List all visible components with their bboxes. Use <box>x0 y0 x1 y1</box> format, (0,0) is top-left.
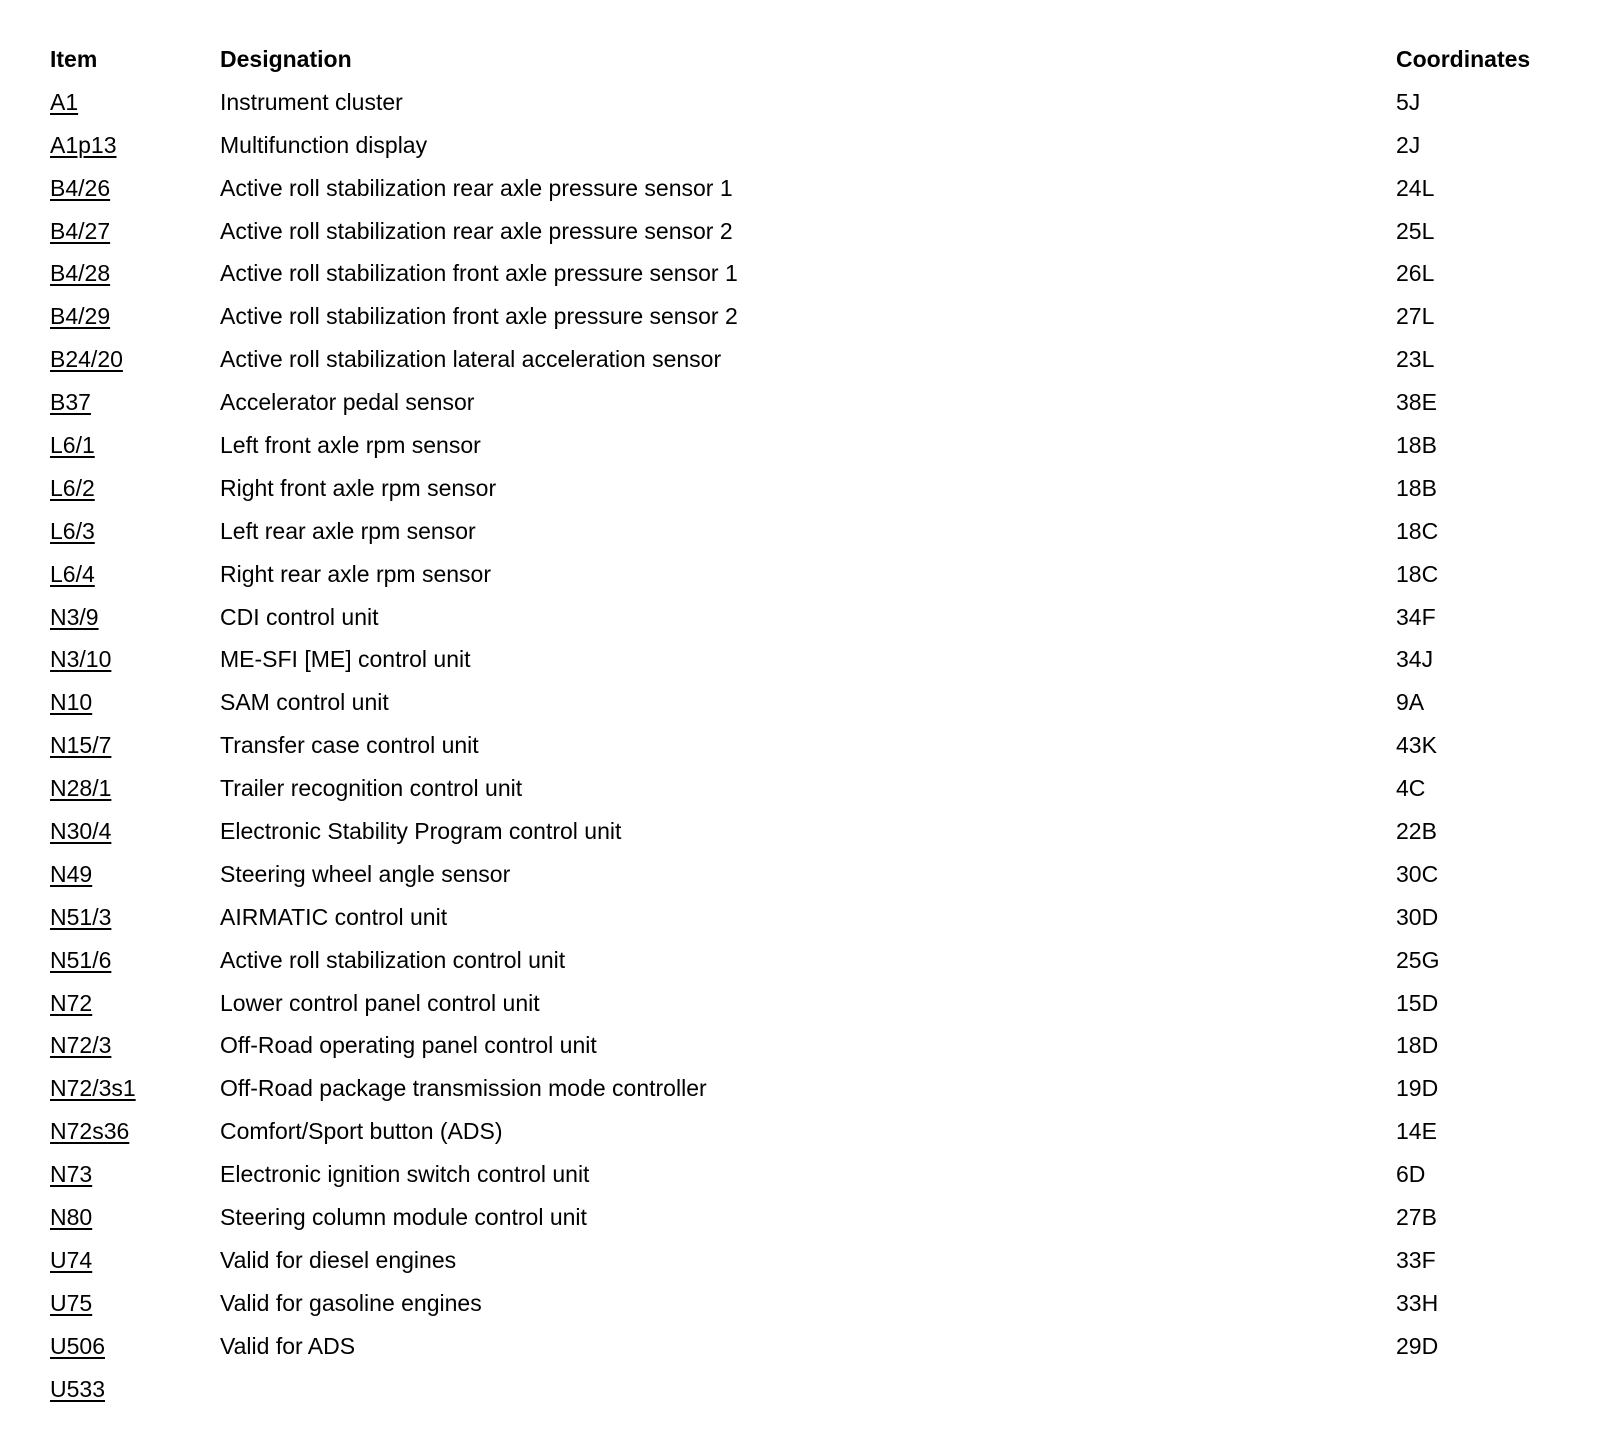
coordinates-cell: 27L <box>1396 303 1435 330</box>
item-link[interactable]: U75 <box>50 1289 93 1316</box>
item-link[interactable]: U533 <box>50 1375 105 1402</box>
item-link[interactable]: U74 <box>50 1246 93 1273</box>
designation-cell: ME-SFI [ME] control unit <box>220 646 471 673</box>
item-link[interactable]: N15/7 <box>50 732 112 759</box>
header-item: Item <box>50 46 98 72</box>
component-legend-table <box>50 38 1570 1411</box>
designation-cell: Right front axle rpm sensor <box>220 474 497 501</box>
coordinates-cell: 33H <box>1396 1289 1439 1316</box>
table-row <box>50 1239 1570 1282</box>
coordinates-cell: 23L <box>1396 346 1435 373</box>
designation-cell: Active roll stabilization rear axle pressure sensor 2 <box>220 217 733 244</box>
item-link[interactable]: L6/2 <box>50 474 95 501</box>
table-row <box>50 939 1570 982</box>
coordinates-cell: 18D <box>1396 1032 1439 1059</box>
coordinates-cell: 6D <box>1396 1161 1426 1188</box>
item-link[interactable]: N51/3 <box>50 903 112 930</box>
table-row <box>50 81 1570 124</box>
table-row <box>50 767 1570 810</box>
item-link[interactable]: N49 <box>50 860 93 887</box>
designation-cell: Electronic Stability Program control unit <box>220 818 622 845</box>
coordinates-cell: 27B <box>1396 1204 1437 1231</box>
item-link[interactable]: B24/20 <box>50 346 123 373</box>
coordinates-cell: 18C <box>1396 517 1439 544</box>
table-row <box>50 896 1570 939</box>
designation-cell: Valid for gasoline engines <box>220 1289 482 1316</box>
table-row <box>50 681 1570 724</box>
table-row <box>50 596 1570 639</box>
item-link[interactable]: L6/3 <box>50 517 95 544</box>
item-link[interactable]: U506 <box>50 1332 105 1359</box>
designation-cell: Off-Road package transmission mode controller <box>220 1075 707 1102</box>
item-link[interactable]: N30/4 <box>50 818 112 845</box>
coordinates-cell: 19D <box>1396 1075 1439 1102</box>
item-link[interactable]: N3/10 <box>50 646 112 673</box>
item-link[interactable]: N72s36 <box>50 1118 130 1145</box>
coordinates-cell: 14E <box>1396 1118 1437 1145</box>
item-link[interactable]: B4/29 <box>50 303 111 330</box>
coordinates-cell: 34F <box>1396 603 1436 630</box>
table-row <box>50 252 1570 295</box>
table-row <box>50 124 1570 167</box>
coordinates-cell: 9A <box>1396 689 1425 716</box>
table-row <box>50 1024 1570 1067</box>
table-row <box>50 1153 1570 1196</box>
coordinates-cell: 22B <box>1396 818 1437 845</box>
item-link[interactable]: A1 <box>50 88 79 115</box>
table-row <box>50 638 1570 681</box>
table-row <box>50 1110 1570 1153</box>
designation-cell: Left rear axle rpm sensor <box>220 517 476 544</box>
item-link[interactable]: B4/27 <box>50 217 111 244</box>
item-link[interactable]: B37 <box>50 389 91 416</box>
item-link[interactable]: N80 <box>50 1204 93 1231</box>
item-link[interactable]: L6/1 <box>50 432 95 459</box>
table-header <box>50 38 1570 81</box>
item-link[interactable]: N10 <box>50 689 93 716</box>
designation-cell: Active roll stabilization rear axle pressure sensor 1 <box>220 174 733 201</box>
item-link[interactable]: B4/28 <box>50 260 111 287</box>
designation-cell: Active roll stabilization front axle pressure sensor 1 <box>220 260 738 287</box>
table-row <box>50 724 1570 767</box>
designation-cell: Steering column module control unit <box>220 1204 587 1231</box>
table-row <box>50 424 1570 467</box>
header-designation: Designation <box>220 46 352 72</box>
designation-cell: Steering wheel angle sensor <box>220 860 511 887</box>
item-link[interactable]: A1p13 <box>50 131 117 158</box>
designation-cell: Off-Road operating panel control unit <box>220 1032 597 1059</box>
designation-cell: Active roll stabilization lateral acceleration sensor <box>220 346 722 373</box>
item-link[interactable]: N3/9 <box>50 603 99 630</box>
designation-cell: SAM control unit <box>220 689 389 716</box>
table-row <box>50 810 1570 853</box>
item-link[interactable]: N72/3s1 <box>50 1075 136 1102</box>
table-row <box>50 167 1570 210</box>
coordinates-cell: 5J <box>1396 88 1421 115</box>
table-row <box>50 338 1570 381</box>
item-link[interactable]: N28/1 <box>50 775 112 802</box>
designation-cell: AIRMATIC control unit <box>220 903 448 930</box>
coordinates-cell: 29D <box>1396 1332 1439 1359</box>
table-row <box>50 1196 1570 1239</box>
designation-cell: Accelerator pedal sensor <box>220 389 475 416</box>
coordinates-cell: 30C <box>1396 860 1439 887</box>
coordinates-cell: 43K <box>1396 732 1437 759</box>
coordinates-cell: 34J <box>1396 646 1434 673</box>
table-row <box>50 1282 1570 1325</box>
designation-cell: CDI control unit <box>220 603 379 630</box>
designation-cell: Multifunction display <box>220 131 428 158</box>
coordinates-cell: 18B <box>1396 474 1437 501</box>
table-row <box>50 1067 1570 1110</box>
designation-cell: Left front axle rpm sensor <box>220 432 481 459</box>
designation-cell: Valid for diesel engines <box>220 1246 457 1273</box>
item-link[interactable]: N51/6 <box>50 946 112 973</box>
table-row <box>50 467 1570 510</box>
coordinates-cell: 18C <box>1396 560 1439 587</box>
table-body <box>50 81 1570 1411</box>
coordinates-cell: 15D <box>1396 989 1439 1016</box>
designation-cell: Active roll stabilization front axle pressure sensor 2 <box>220 303 738 330</box>
header-coordinates: Coordinates <box>1396 46 1531 72</box>
designation-cell: Comfort/Sport button (ADS) <box>220 1118 503 1145</box>
item-link[interactable]: N72/3 <box>50 1032 112 1059</box>
coordinates-cell: 2J <box>1396 131 1421 158</box>
item-link[interactable]: N72 <box>50 989 93 1016</box>
table-row <box>50 553 1570 596</box>
table-row <box>50 1368 1570 1411</box>
coordinates-cell: 30D <box>1396 903 1439 930</box>
designation-cell: Transfer case control unit <box>220 732 479 759</box>
designation-cell: Trailer recognition control unit <box>220 775 523 802</box>
designation-cell: Valid for ADS <box>220 1332 356 1359</box>
designation-cell: Electronic ignition switch control unit <box>220 1161 590 1188</box>
coordinates-cell: 25G <box>1396 946 1440 973</box>
designation-cell: Lower control panel control unit <box>220 989 540 1016</box>
coordinates-cell: 26L <box>1396 260 1435 287</box>
coordinates-cell: 18B <box>1396 432 1437 459</box>
item-link[interactable]: B4/26 <box>50 174 111 201</box>
table-row <box>50 510 1570 553</box>
coordinates-cell: 24L <box>1396 174 1435 201</box>
coordinates-cell: 25L <box>1396 217 1435 244</box>
designation-cell: Right rear axle rpm sensor <box>220 560 491 587</box>
table-row <box>50 295 1570 338</box>
designation-cell: Active roll stabilization control unit <box>220 946 566 973</box>
table-row <box>50 1325 1570 1368</box>
item-link[interactable]: L6/4 <box>50 560 95 587</box>
coordinates-cell: 33F <box>1396 1246 1436 1273</box>
table-row <box>50 381 1570 424</box>
table-row <box>50 210 1570 253</box>
table-row <box>50 853 1570 896</box>
designation-cell: Instrument cluster <box>220 88 403 115</box>
table-row <box>50 982 1570 1025</box>
item-link[interactable]: N73 <box>50 1161 93 1188</box>
coordinates-cell: 38E <box>1396 389 1437 416</box>
coordinates-cell: 4C <box>1396 775 1426 802</box>
